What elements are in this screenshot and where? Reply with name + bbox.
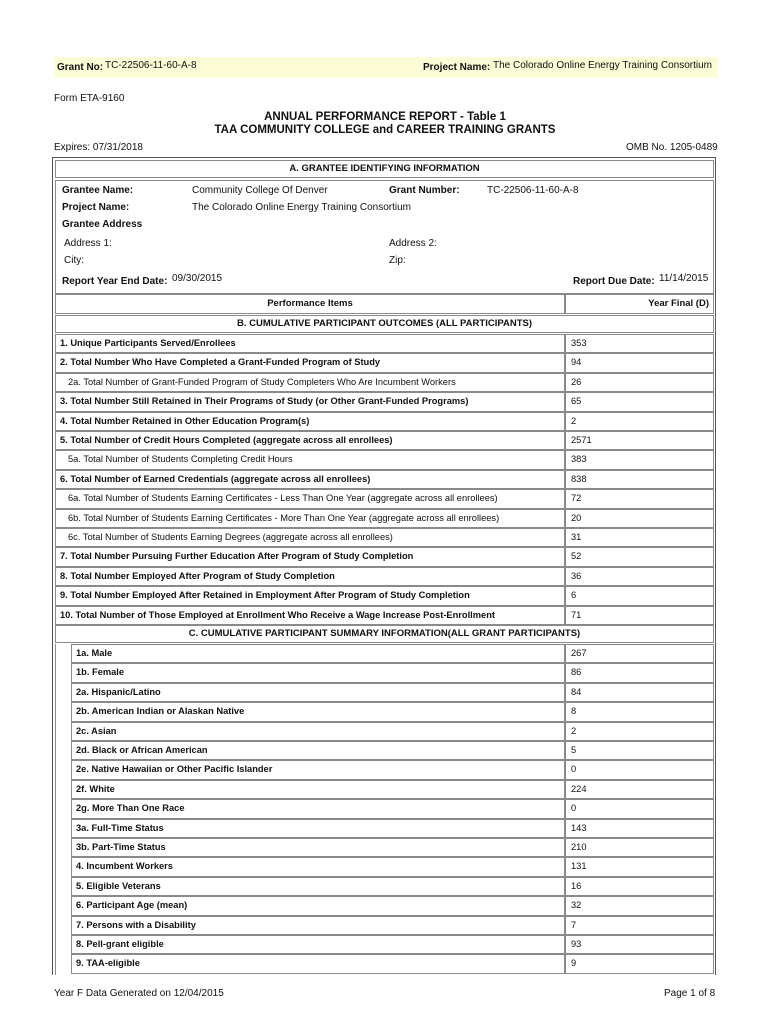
row-label: 2f. White xyxy=(71,780,565,799)
project-name-label: Project Name: xyxy=(423,62,491,73)
table-row xyxy=(71,877,714,896)
table-row xyxy=(55,606,714,625)
row-value: 52 xyxy=(565,547,714,566)
row-label: 7. Persons with a Disability xyxy=(71,916,565,935)
row-label: 3. Total Number Still Retained in Their Programs of Study (or Other Grant-Funded Programs) xyxy=(55,392,565,411)
row-label: 3a. Full-Time Status xyxy=(71,819,565,838)
section-b-title: B. CUMULATIVE PARTICIPANT OUTCOMES (ALL PARTICIPANTS) xyxy=(55,315,714,333)
table-row xyxy=(71,644,714,663)
row-value: 7 xyxy=(565,916,714,935)
row-value: 36 xyxy=(565,567,714,586)
row-value: 267 xyxy=(565,644,714,663)
table-row xyxy=(55,509,714,528)
table-row xyxy=(55,353,714,372)
grant-no-label: Grant No: xyxy=(57,62,104,73)
section-c-title: C. CUMULATIVE PARTICIPANT SUMMARY INFORMATION(ALL GRANT PARTICIPANTS) xyxy=(55,625,714,643)
section-a-title: A. GRANTEE IDENTIFYING INFORMATION xyxy=(55,160,714,178)
row-value: 143 xyxy=(565,819,714,838)
report-year-end-value: 09/30/2015 xyxy=(172,273,223,284)
row-label: 2e. Native Hawaiian or Other Pacific Islander xyxy=(71,760,565,779)
row-value: 84 xyxy=(565,683,714,702)
row-label: 10. Total Number of Those Employed at Enrollment Who Receive a Wage Increase Post-Enrollment xyxy=(55,606,565,625)
row-label: 2b. American Indian or Alaskan Native xyxy=(71,702,565,721)
expiry-date: Expires: 07/31/2018 xyxy=(54,142,143,153)
row-label: 2. Total Number Who Have Completed a Grant-Funded Program of Study xyxy=(55,353,565,372)
row-label: 2a. Total Number of Grant-Funded Program of Study Completers Who Are Incumbent Workers xyxy=(55,373,565,392)
table-row xyxy=(55,431,714,450)
grantee-address-label: Grantee Address xyxy=(62,219,143,230)
report-due-label: Report Due Date: xyxy=(573,276,655,287)
table-row xyxy=(55,586,714,605)
report-due-value: 11/14/2015 xyxy=(659,273,709,284)
row-value: 131 xyxy=(565,857,714,876)
table-row xyxy=(55,547,714,566)
table-row xyxy=(55,470,714,489)
table-row xyxy=(71,916,714,935)
row-label: 6c. Total Number of Students Earning Degrees (aggregate across all enrollees) xyxy=(55,528,565,547)
row-value: 65 xyxy=(565,392,714,411)
table-row xyxy=(55,373,714,392)
row-value: 93 xyxy=(565,935,714,954)
row-value: 20 xyxy=(565,509,714,528)
row-label: 2g. More Than One Race xyxy=(71,799,565,818)
row-value: 71 xyxy=(565,606,714,625)
year-final-header: Year Final (D) xyxy=(565,294,714,314)
row-value: 0 xyxy=(565,799,714,818)
table-row xyxy=(71,683,714,702)
row-value: 9 xyxy=(565,954,714,973)
table-row xyxy=(71,722,714,741)
row-value: 6 xyxy=(565,586,714,605)
row-value: 224 xyxy=(565,780,714,799)
grant-no-field[interactable]: TC-22506-11-60-A-8 xyxy=(105,60,197,71)
performance-items-header: Performance Items xyxy=(55,294,565,314)
row-value: 2 xyxy=(565,412,714,431)
row-value: 838 xyxy=(565,470,714,489)
omb-number: OMB No. 1205-0489 xyxy=(626,142,718,153)
table-row xyxy=(71,857,714,876)
grant-number-value: TC-22506-11-60-A-8 xyxy=(487,185,579,196)
report-year-end-label: Report Year End Date: xyxy=(62,276,168,287)
project-name-row-label: Project Name: xyxy=(62,202,130,213)
report-subtitle: TAA COMMUNITY COLLEGE and CAREER TRAINING GRANTS xyxy=(214,124,556,136)
table-row xyxy=(55,450,714,469)
project-name-row-value: The Colorado Online Energy Training Consortium xyxy=(192,202,411,213)
row-label: 8. Pell-grant eligible xyxy=(71,935,565,954)
zip-label: Zip: xyxy=(389,255,406,266)
row-label: 3b. Part-Time Status xyxy=(71,838,565,857)
city-label: City: xyxy=(64,255,84,266)
row-label: 4. Total Number Retained in Other Education Program(s) xyxy=(55,412,565,431)
page-number: Page 1 of 8 xyxy=(664,988,716,999)
row-label: 6b. Total Number of Students Earning Certificates - More Than One Year (aggregate across all enrollees) xyxy=(55,509,565,528)
table-row xyxy=(55,412,714,431)
table-row xyxy=(71,702,714,721)
table-row xyxy=(71,896,714,915)
row-label: 8. Total Number Employed After Program of Study Completion xyxy=(55,567,565,586)
section-c-indent xyxy=(55,644,71,975)
row-label: 4. Incumbent Workers xyxy=(71,857,565,876)
table-row xyxy=(71,741,714,760)
row-value: 26 xyxy=(565,373,714,392)
grant-number-label: Grant Number: xyxy=(389,185,460,196)
generated-note: Year F Data Generated on 12/04/2015 xyxy=(54,988,224,999)
row-label: 2c. Asian xyxy=(71,722,565,741)
table-row xyxy=(71,935,714,954)
table-row xyxy=(55,334,714,353)
table-row xyxy=(71,799,714,818)
row-label: 1. Unique Participants Served/Enrollees xyxy=(55,334,565,353)
row-value: 72 xyxy=(565,489,714,508)
row-value: 210 xyxy=(565,838,714,857)
row-value: 31 xyxy=(565,528,714,547)
project-name-field[interactable]: The Colorado Online Energy Training Consortium xyxy=(493,60,712,71)
table-row xyxy=(55,567,714,586)
table-row xyxy=(71,760,714,779)
row-value: 5 xyxy=(565,741,714,760)
row-label: 5a. Total Number of Students Completing Credit Hours xyxy=(55,450,565,469)
table-row xyxy=(71,954,714,973)
row-value: 0 xyxy=(565,760,714,779)
row-value: 16 xyxy=(565,877,714,896)
table-row xyxy=(71,780,714,799)
row-label: 6a. Total Number of Students Earning Certificates - Less Than One Year (aggregate across all enrollees) xyxy=(55,489,565,508)
table-header xyxy=(55,294,714,314)
row-label: 1a. Male xyxy=(71,644,565,663)
row-value: 94 xyxy=(565,353,714,372)
row-label: 9. TAA-eligible xyxy=(71,954,565,973)
address2-label: Address 2: xyxy=(389,238,437,249)
row-value: 353 xyxy=(565,334,714,353)
table-row xyxy=(55,528,714,547)
row-label: 2d. Black or African American xyxy=(71,741,565,760)
grantee-name-value: Community College Of Denver xyxy=(192,185,328,196)
grantee-name-label: Grantee Name: xyxy=(62,185,134,196)
row-label: 2a. Hispanic/Latino xyxy=(71,683,565,702)
row-value: 86 xyxy=(565,663,714,682)
table-row xyxy=(71,663,714,682)
row-label: 1b. Female xyxy=(71,663,565,682)
table-row xyxy=(55,392,714,411)
form-id: Form ETA-9160 xyxy=(54,93,125,104)
row-label: 9. Total Number Employed After Retained in Employment After Program of Study Completion xyxy=(55,586,565,605)
table-row xyxy=(55,489,714,508)
row-label: 6. Participant Age (mean) xyxy=(71,896,565,915)
address1-label: Address 1: xyxy=(64,238,112,249)
table-row xyxy=(71,819,714,838)
row-label: 5. Total Number of Credit Hours Completed (aggregate across all enrollees) xyxy=(55,431,565,450)
row-value: 32 xyxy=(565,896,714,915)
row-label: 5. Eligible Veterans xyxy=(71,877,565,896)
grant-header-bar xyxy=(54,57,718,78)
row-value: 2 xyxy=(565,722,714,741)
row-value: 2571 xyxy=(565,431,714,450)
table-row xyxy=(71,838,714,857)
row-label: 6. Total Number of Earned Credentials (aggregate across all enrollees) xyxy=(55,470,565,489)
row-value: 8 xyxy=(565,702,714,721)
row-label: 7. Total Number Pursuing Further Education After Program of Study Completion xyxy=(55,547,565,566)
report-title: ANNUAL PERFORMANCE REPORT - Table 1 xyxy=(264,111,506,123)
row-value: 383 xyxy=(565,450,714,469)
